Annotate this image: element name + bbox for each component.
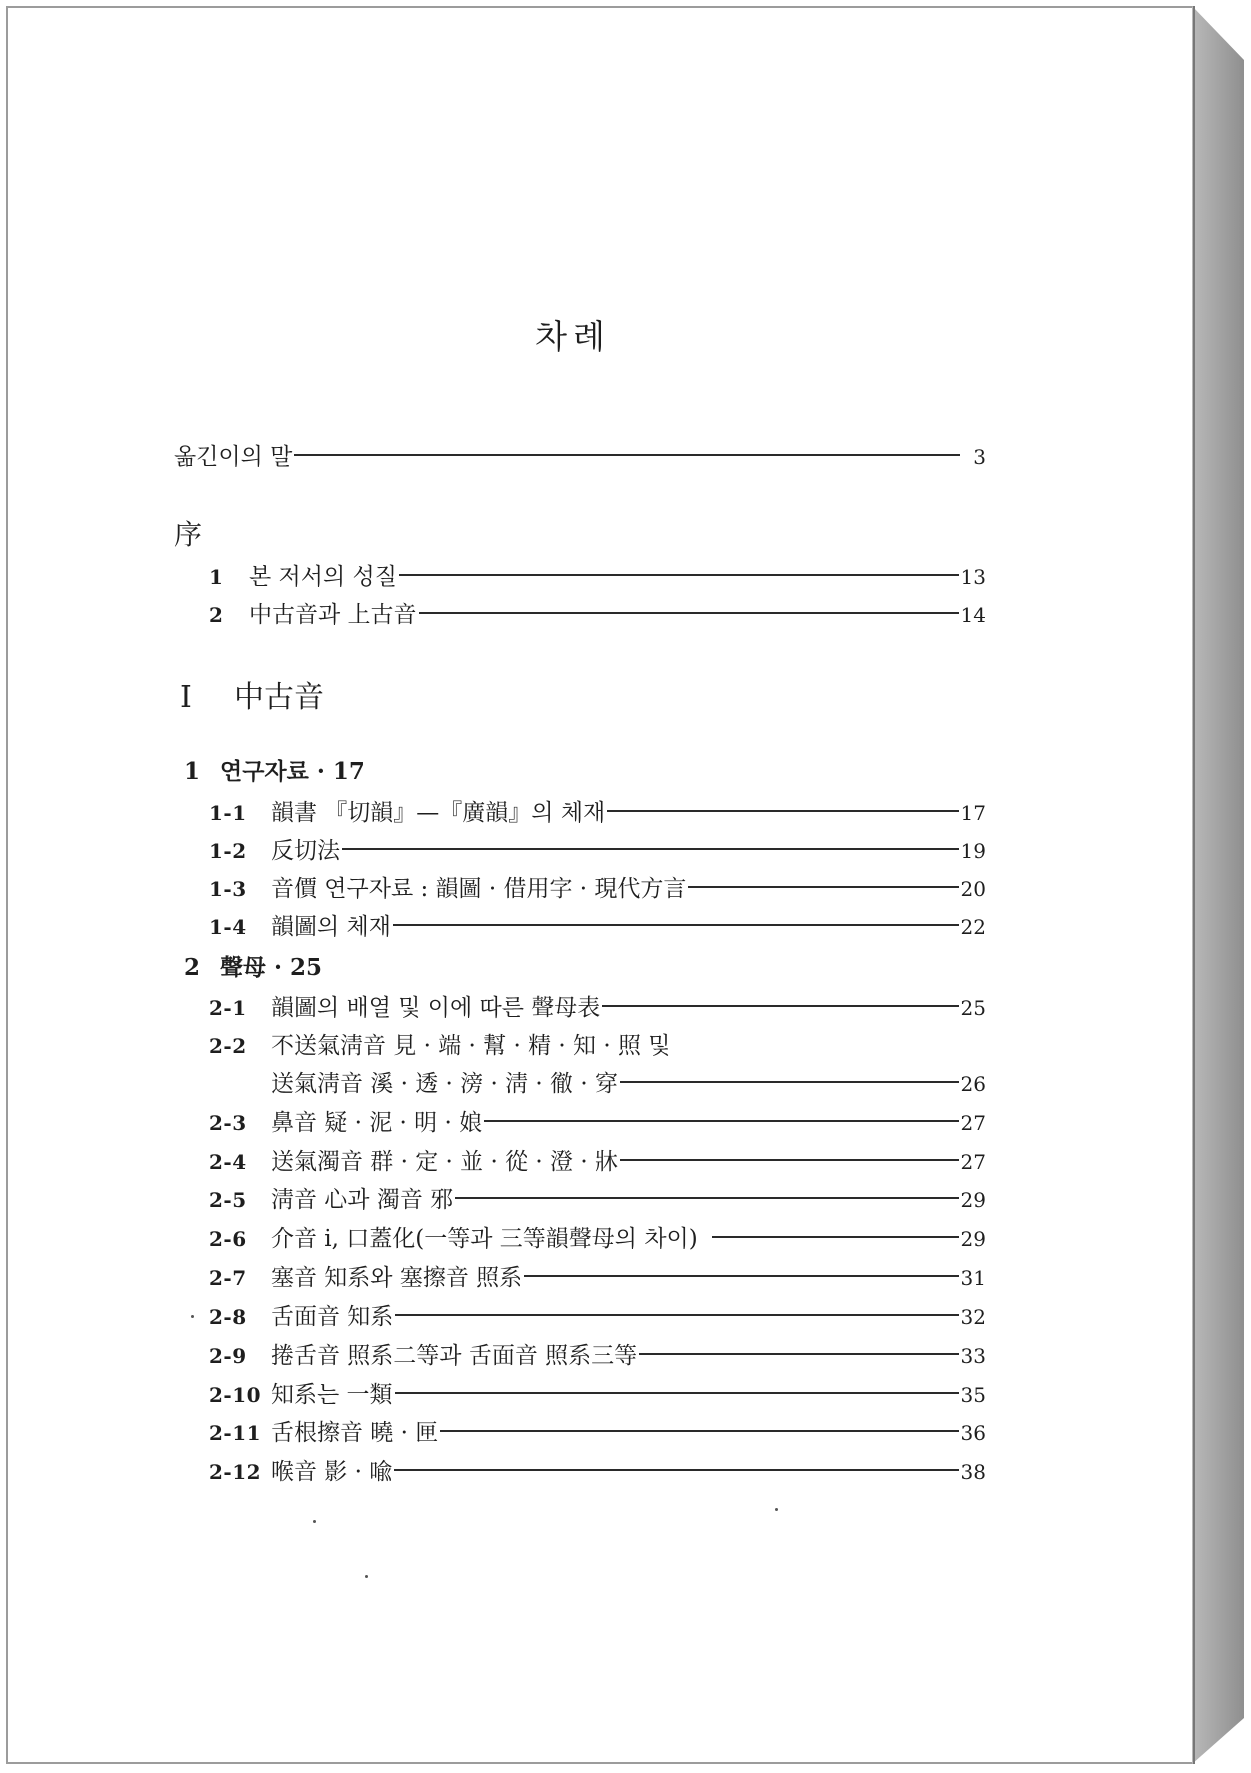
toc-entry[interactable] — [209, 989, 986, 1021]
toc-entry-page: 29 — [960, 1227, 986, 1251]
preface-heading: 序 — [174, 518, 203, 551]
dot-leader — [712, 1236, 959, 1238]
dot-leader — [484, 1120, 958, 1122]
toc-entry-label: 舌面音 知系 — [271, 1304, 394, 1330]
toc-entry-page: 31 — [960, 1266, 986, 1290]
toc-entry-number: 2-5 — [209, 1188, 247, 1212]
toc-entry-translator-note[interactable] — [174, 438, 986, 470]
toc-entry[interactable] — [209, 1453, 986, 1485]
toc-entry-label: 韻書 『切韻』—『廣韻』의 체재 — [271, 800, 606, 826]
page-title: 차례 — [535, 317, 611, 356]
toc-entry-page: 14 — [960, 603, 986, 627]
dot-leader — [342, 848, 959, 850]
toc-entry[interactable] — [209, 1414, 986, 1446]
toc-entry-page: 17 — [960, 801, 986, 825]
book-page — [6, 6, 1194, 1764]
toc-entry-number: 2-6 — [209, 1227, 247, 1251]
dot-leader — [620, 1159, 959, 1161]
toc-entry-page: 27 — [960, 1150, 986, 1174]
toc-entry-number: 1-3 — [209, 877, 247, 901]
toc-entry-label: 送氣濁音 群 · 定 · 並 · 從 · 澄 · 牀 — [271, 1149, 618, 1175]
toc-entry-number: 2-11 — [209, 1421, 262, 1445]
toc-entry-label: 옮긴이의 말 — [174, 444, 293, 470]
chapter-title: 聲母 · 25 — [220, 954, 323, 981]
chapter-number: 2 — [184, 954, 201, 981]
dot-leader — [607, 810, 958, 812]
toc-entry-label: 韻圖의 체재 — [271, 914, 391, 940]
toc-entry-label: 送氣淸音 溪 · 透 · 滂 · 淸 · 徹 · 穿 — [271, 1071, 618, 1097]
toc-entry-page: 13 — [960, 565, 986, 589]
dot-leader — [394, 1469, 958, 1471]
toc-entry-number: 2-7 — [209, 1266, 247, 1290]
toc-entry-label: 不送氣淸音 見 · 端 · 幫 · 精 · 知 · 照 및 — [271, 1033, 671, 1059]
part-title: 中古音 — [234, 680, 324, 715]
toc-entry-label: 鼻音 疑 · 泥 · 明 · 娘 — [271, 1110, 483, 1136]
dot-leader — [395, 1314, 958, 1316]
dot-leader — [620, 1081, 959, 1083]
toc-entry-label: 塞音 知系와 塞擦音 照系 — [271, 1265, 523, 1291]
dot-leader — [524, 1275, 958, 1277]
toc-entry-number: 2-2 — [209, 1034, 247, 1058]
toc-entry-page: 38 — [960, 1460, 986, 1484]
toc-entry[interactable] — [209, 1104, 986, 1136]
toc-entry-label: 介音 i, 口蓋化(一等과 三等韻聲母의 차이) — [271, 1226, 698, 1252]
dot-leader — [393, 924, 959, 926]
toc-entry-number: 1-2 — [209, 839, 247, 863]
toc-entry-number: 2-12 — [209, 1460, 262, 1484]
dot-leader — [455, 1197, 958, 1199]
scan-speck — [365, 1575, 368, 1578]
toc-entry-label: 反切法 — [271, 838, 340, 864]
chapter-heading[interactable] — [184, 949, 322, 982]
toc-entry-page: 32 — [960, 1305, 986, 1329]
toc-entry[interactable] — [209, 908, 986, 940]
toc-entry-number: 1-4 — [209, 915, 247, 939]
toc-entry-page: 33 — [960, 1344, 986, 1368]
toc-entry[interactable] — [209, 1376, 986, 1408]
dot-leader — [395, 1392, 959, 1394]
toc-entry[interactable] — [209, 1027, 986, 1059]
toc-entry-label: 본 저서의 성질 — [249, 564, 397, 590]
page-edge-line — [1193, 6, 1195, 1764]
dot-leader — [440, 1430, 958, 1432]
toc-entry-label: 捲舌音 照系二等과 舌面音 照系三等 — [271, 1343, 638, 1369]
scan-speck — [191, 1315, 194, 1318]
dot-leader — [294, 454, 960, 456]
toc-entry-label: 知系는 一類 — [271, 1382, 393, 1408]
toc-entry[interactable] — [209, 832, 986, 864]
toc-entry-page: 35 — [960, 1383, 986, 1407]
chapter-heading[interactable] — [184, 753, 365, 786]
part-number: I — [180, 680, 192, 715]
toc-entry[interactable] — [209, 558, 986, 590]
toc-entry-label: 韻圖의 배열 및 이에 따른 聲母表 — [271, 995, 601, 1021]
toc-entry-number: 2-3 — [209, 1111, 247, 1135]
toc-entry[interactable] — [209, 870, 986, 902]
toc-entry-number: 2-1 — [209, 996, 247, 1020]
toc-entry-page: 36 — [960, 1421, 986, 1445]
toc-entry-page: 27 — [960, 1111, 986, 1135]
toc-entry-page: 19 — [960, 839, 986, 863]
chapter-title: 연구자료 · 17 — [220, 758, 365, 785]
dot-leader — [688, 886, 958, 888]
toc-entry[interactable] — [209, 1259, 986, 1291]
toc-entry[interactable] — [209, 1298, 986, 1330]
toc-entry[interactable] — [209, 1220, 986, 1252]
toc-entry-number: 2-9 — [209, 1344, 247, 1368]
toc-entry-page: 20 — [960, 877, 986, 901]
toc-entry[interactable] — [209, 1337, 986, 1369]
scan-speck — [313, 1520, 316, 1523]
scan-speck — [775, 1508, 778, 1511]
toc-entry[interactable] — [209, 1143, 986, 1175]
toc-entry-number: 2-4 — [209, 1150, 247, 1174]
toc-entry-continued[interactable] — [209, 1065, 986, 1097]
toc-entry-number: 2-8 — [209, 1305, 247, 1329]
toc-entry-page: 29 — [960, 1188, 986, 1212]
toc-entry-page: 25 — [960, 996, 986, 1020]
toc-entry[interactable] — [209, 596, 986, 628]
toc-entry-label: 舌根擦音 曉 · 匣 — [271, 1420, 439, 1446]
toc-entry-label: 喉音 影 · 喩 — [271, 1459, 393, 1485]
toc-entry-label: 淸音 心과 濁音 邪 — [271, 1187, 454, 1213]
toc-entry-number: 1-1 — [209, 801, 247, 825]
toc-entry-number: 2-10 — [209, 1383, 262, 1407]
toc-entry-page: 22 — [960, 915, 986, 939]
toc-entry-label: 中古音과 上古音 — [249, 602, 417, 628]
toc-entry[interactable] — [209, 794, 986, 826]
toc-entry-number: 1 — [209, 565, 224, 589]
chapter-number: 1 — [184, 758, 201, 785]
toc-entry-label: 音價 연구자료 : 韻圖 · 借用字 · 現代方言 — [271, 876, 687, 902]
dot-leader — [602, 1005, 958, 1007]
part-heading — [180, 672, 324, 716]
toc-entry-page: 3 — [973, 445, 986, 469]
dot-leader — [399, 574, 959, 576]
toc-entry-page: 26 — [960, 1072, 986, 1096]
dot-leader — [419, 612, 959, 614]
page-stack-edge — [1192, 6, 1244, 1764]
toc-entry-number: 2 — [209, 603, 224, 627]
toc-entry[interactable] — [209, 1181, 986, 1213]
dot-leader — [639, 1353, 958, 1355]
